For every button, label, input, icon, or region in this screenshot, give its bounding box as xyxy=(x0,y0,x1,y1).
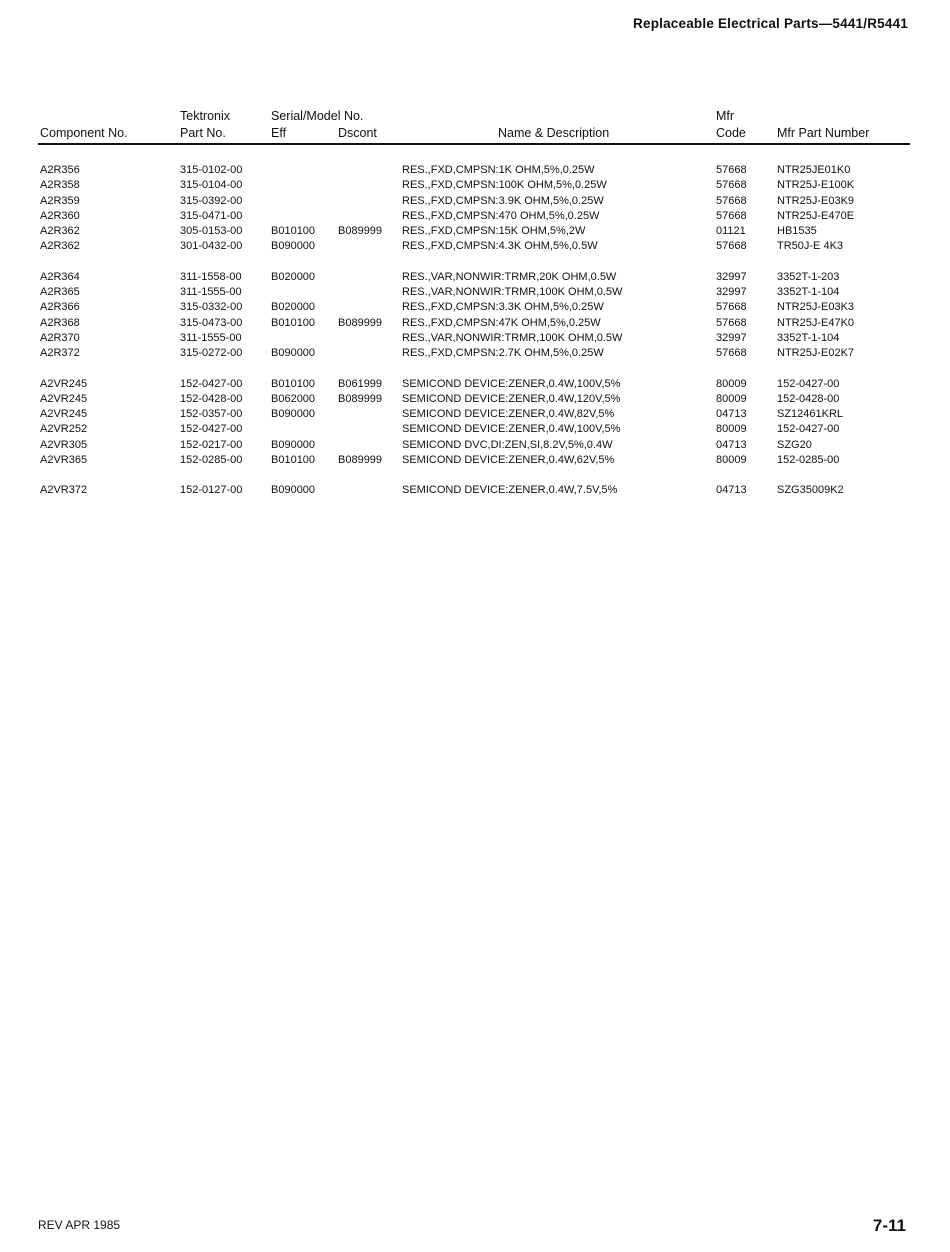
cell-part-no: 152-0217-00 xyxy=(180,438,243,451)
table-row xyxy=(0,454,950,469)
table-row xyxy=(0,195,950,210)
cell-serial-eff: B062000 xyxy=(271,392,316,405)
cell-component-no: A2VR372 xyxy=(40,484,88,497)
col-component: Component No. xyxy=(40,126,128,140)
cell-mfr-code: 32997 xyxy=(716,270,747,283)
cell-part-no: 152-0427-00 xyxy=(180,423,243,436)
cell-mfr-code: 57668 xyxy=(716,240,747,253)
cell-serial-dscont: B089999 xyxy=(338,392,383,405)
cell-serial-eff: B010100 xyxy=(271,316,316,329)
cell-name-description: RES.,FXD,CMPSN:2.7K OHM,5%,0.25W xyxy=(402,347,604,360)
cell-name-description: RES.,FXD,CMPSN:1K OHM,5%,0.25W xyxy=(402,164,595,176)
cell-part-no: 311-1555-00 xyxy=(180,331,242,344)
cell-component-no: A2R360 xyxy=(40,209,80,222)
cell-mfr-part-number: NTR25J-E03K9 xyxy=(777,194,855,207)
cell-mfr-part-number: 152-0427-00 xyxy=(777,377,840,390)
cell-name-description: SEMICOND DEVICE:ZENER,0.4W,62V,5% xyxy=(402,454,615,467)
cell-part-no: 152-0428-00 xyxy=(180,392,243,405)
table-row xyxy=(0,347,950,362)
cell-part-no: 315-0102-00 xyxy=(180,164,243,176)
table-row xyxy=(0,225,950,240)
table-row xyxy=(0,393,950,408)
cell-serial-eff: B010100 xyxy=(271,225,316,238)
cell-mfr-part-number: NTR25J-E03K3 xyxy=(777,301,855,314)
cell-component-no: A2R364 xyxy=(40,270,80,283)
cell-serial-eff: B090000 xyxy=(271,347,316,360)
cell-name-description: SEMICOND DEVICE:ZENER,0.4W,120V,5% xyxy=(402,392,621,405)
cell-mfr-code: 57668 xyxy=(716,194,747,207)
cell-component-no: A2VR245 xyxy=(40,377,88,390)
cell-mfr-code: 04713 xyxy=(716,484,747,497)
cell-part-no: 152-0427-00 xyxy=(180,377,243,390)
cell-mfr-code: 57668 xyxy=(716,164,747,176)
col-mfr-part-number: Mfr Part Number xyxy=(777,126,870,140)
cell-name-description: SEMICOND DVC,DI:ZEN,SI,8.2V,5%,0.4W xyxy=(402,438,613,451)
cell-part-no: 315-0473-00 xyxy=(180,316,243,329)
cell-component-no: A2R366 xyxy=(40,301,80,314)
cell-mfr-part-number: SZ12461KRL xyxy=(777,408,844,421)
col-mfr-label: Mfr xyxy=(716,109,735,123)
cell-mfr-part-number: NTR25J-E470E xyxy=(777,209,855,222)
cell-name-description: RES.,FXD,CMPSN:15K OHM,5%,2W xyxy=(402,225,586,238)
cell-mfr-code: 04713 xyxy=(716,438,747,451)
table-row xyxy=(0,271,950,286)
table-row xyxy=(0,317,950,332)
cell-mfr-part-number: NTR25J-E47K0 xyxy=(777,316,855,329)
cell-name-description: RES.,VAR,NONWIR:TRMR,100K OHM,0.5W xyxy=(402,286,623,299)
cell-serial-dscont: B061999 xyxy=(338,377,383,390)
cell-mfr-code: 80009 xyxy=(716,392,747,405)
cell-component-no: A2R358 xyxy=(40,179,80,192)
cell-part-no: 311-1558-00 xyxy=(180,270,242,283)
revision-date: REV APR 1985 xyxy=(38,1218,121,1232)
page-number: 7-11 xyxy=(872,1216,906,1235)
cell-mfr-code: 80009 xyxy=(716,423,747,436)
cell-mfr-code: 57668 xyxy=(716,209,747,222)
table-header xyxy=(40,109,910,145)
cell-mfr-part-number: NTR25JE01K0 xyxy=(777,164,851,176)
cell-serial-eff: B090000 xyxy=(271,240,316,253)
parts-table-body xyxy=(0,164,950,500)
col-mfr-code: Code xyxy=(716,126,746,140)
cell-part-no: 315-0272-00 xyxy=(180,347,243,360)
cell-mfr-part-number: 3352T-1-104 xyxy=(777,331,840,344)
cell-part-no: 315-0392-00 xyxy=(180,194,243,207)
table-row xyxy=(0,439,950,454)
table-row xyxy=(0,301,950,316)
cell-component-no: A2R370 xyxy=(40,331,80,344)
cell-mfr-code: 80009 xyxy=(716,377,747,390)
cell-mfr-part-number: 3352T-1-203 xyxy=(777,270,840,283)
cell-component-no: A2R356 xyxy=(40,164,80,176)
table-row xyxy=(0,240,950,255)
cell-component-no: A2VR305 xyxy=(40,438,88,451)
cell-mfr-code: 57668 xyxy=(716,179,747,192)
cell-mfr-code: 32997 xyxy=(716,286,747,299)
cell-mfr-code: 57668 xyxy=(716,316,747,329)
cell-serial-eff: B010100 xyxy=(271,377,316,390)
cell-component-no: A2R372 xyxy=(40,347,80,360)
cell-mfr-part-number: TR50J-E 4K3 xyxy=(777,240,844,253)
cell-component-no: A2R365 xyxy=(40,286,80,299)
cell-name-description: SEMICOND DEVICE:ZENER,0.4W,100V,5% xyxy=(402,377,621,390)
cell-mfr-code: 80009 xyxy=(716,454,747,467)
cell-mfr-part-number: HB1535 xyxy=(777,225,817,238)
cell-name-description: RES.,FXD,CMPSN:3.3K OHM,5%,0.25W xyxy=(402,301,604,314)
cell-serial-eff: B090000 xyxy=(271,438,316,451)
cell-part-no: 152-0285-00 xyxy=(180,454,243,467)
cell-serial-eff: B020000 xyxy=(271,270,316,283)
col-serial-model-label: Serial/Model No. xyxy=(271,109,364,123)
cell-part-no: 152-0127-00 xyxy=(180,484,243,497)
cell-name-description: RES.,FXD,CMPSN:47K OHM,5%,0.25W xyxy=(402,316,601,329)
cell-serial-eff: B090000 xyxy=(271,408,316,421)
cell-name-description: RES.,VAR,NONWIR:TRMR,100K OHM,0.5W xyxy=(402,331,623,344)
cell-serial-eff: B010100 xyxy=(271,454,316,467)
table-row xyxy=(0,408,950,423)
table-row xyxy=(0,210,950,225)
cell-mfr-part-number: 152-0285-00 xyxy=(777,454,840,467)
cell-mfr-part-number: 3352T-1-104 xyxy=(777,286,840,299)
page-header: Replaceable Electrical Parts—5441/R5441 xyxy=(633,16,908,31)
col-part-no: Part No. xyxy=(180,126,226,140)
cell-mfr-code: 04713 xyxy=(716,408,747,421)
col-tektronix-label: Tektronix xyxy=(180,109,231,123)
col-eff: Eff xyxy=(271,126,287,140)
cell-part-no: 305-0153-00 xyxy=(180,225,243,238)
cell-mfr-part-number: 152-0428-00 xyxy=(777,392,840,405)
cell-mfr-part-number: NTR25J-E100K xyxy=(777,179,855,192)
cell-name-description: RES.,FXD,CMPSN:470 OHM,5%,0.25W xyxy=(402,209,600,222)
cell-serial-dscont: B089999 xyxy=(338,454,383,467)
table-row xyxy=(0,332,950,347)
col-dscont: Dscont xyxy=(338,126,377,140)
cell-mfr-part-number: SZG20 xyxy=(777,438,812,451)
cell-component-no: A2VR245 xyxy=(40,408,88,421)
table-row xyxy=(0,179,950,194)
cell-serial-dscont: B089999 xyxy=(338,316,383,329)
cell-component-no: A2VR245 xyxy=(40,392,88,405)
cell-serial-eff: B090000 xyxy=(271,484,316,497)
cell-mfr-part-number: NTR25J-E02K7 xyxy=(777,347,855,360)
cell-name-description: RES.,FXD,CMPSN:100K OHM,5%,0.25W xyxy=(402,179,607,192)
cell-name-description: SEMICOND DEVICE:ZENER,0.4W,100V,5% xyxy=(402,423,621,436)
cell-part-no: 315-0332-00 xyxy=(180,301,243,314)
cell-mfr-code: 57668 xyxy=(716,347,747,360)
cell-component-no: A2R362 xyxy=(40,240,80,253)
cell-mfr-code: 32997 xyxy=(716,331,747,344)
cell-component-no: A2VR365 xyxy=(40,454,88,467)
cell-component-no: A2R368 xyxy=(40,316,80,329)
cell-mfr-code: 01121 xyxy=(716,225,746,238)
col-name-description: Name & Description xyxy=(498,126,610,140)
cell-component-no: A2R362 xyxy=(40,225,80,238)
cell-component-no: A2R359 xyxy=(40,194,80,207)
table-row xyxy=(0,423,950,438)
cell-part-no: 311-1555-00 xyxy=(180,286,242,299)
cell-component-no: A2VR252 xyxy=(40,423,88,436)
cell-serial-dscont: B089999 xyxy=(338,225,383,238)
table-row xyxy=(0,286,950,301)
table-row xyxy=(0,484,950,499)
cell-mfr-part-number: SZG35009K2 xyxy=(777,484,844,497)
cell-mfr-code: 57668 xyxy=(716,301,747,314)
table-row xyxy=(0,378,950,393)
cell-mfr-part-number: 152-0427-00 xyxy=(777,423,840,436)
cell-name-description: SEMICOND DEVICE:ZENER,0.4W,7.5V,5% xyxy=(402,484,618,497)
cell-name-description: RES.,FXD,CMPSN:4.3K OHM,5%,0.5W xyxy=(402,240,598,253)
cell-serial-eff: B020000 xyxy=(271,301,316,314)
cell-part-no: 152-0357-00 xyxy=(180,408,243,421)
cell-name-description: SEMICOND DEVICE:ZENER,0.4W,82V,5% xyxy=(402,408,615,421)
cell-name-description: RES.,FXD,CMPSN:3.9K OHM,5%,0.25W xyxy=(402,194,604,207)
cell-part-no: 301-0432-00 xyxy=(180,240,243,253)
cell-part-no: 315-0471-00 xyxy=(180,209,243,222)
cell-name-description: RES.,VAR,NONWIR:TRMR,20K OHM,0.5W xyxy=(402,270,617,283)
cell-part-no: 315-0104-00 xyxy=(180,179,243,192)
header-divider xyxy=(38,143,910,145)
table-row xyxy=(0,164,950,179)
